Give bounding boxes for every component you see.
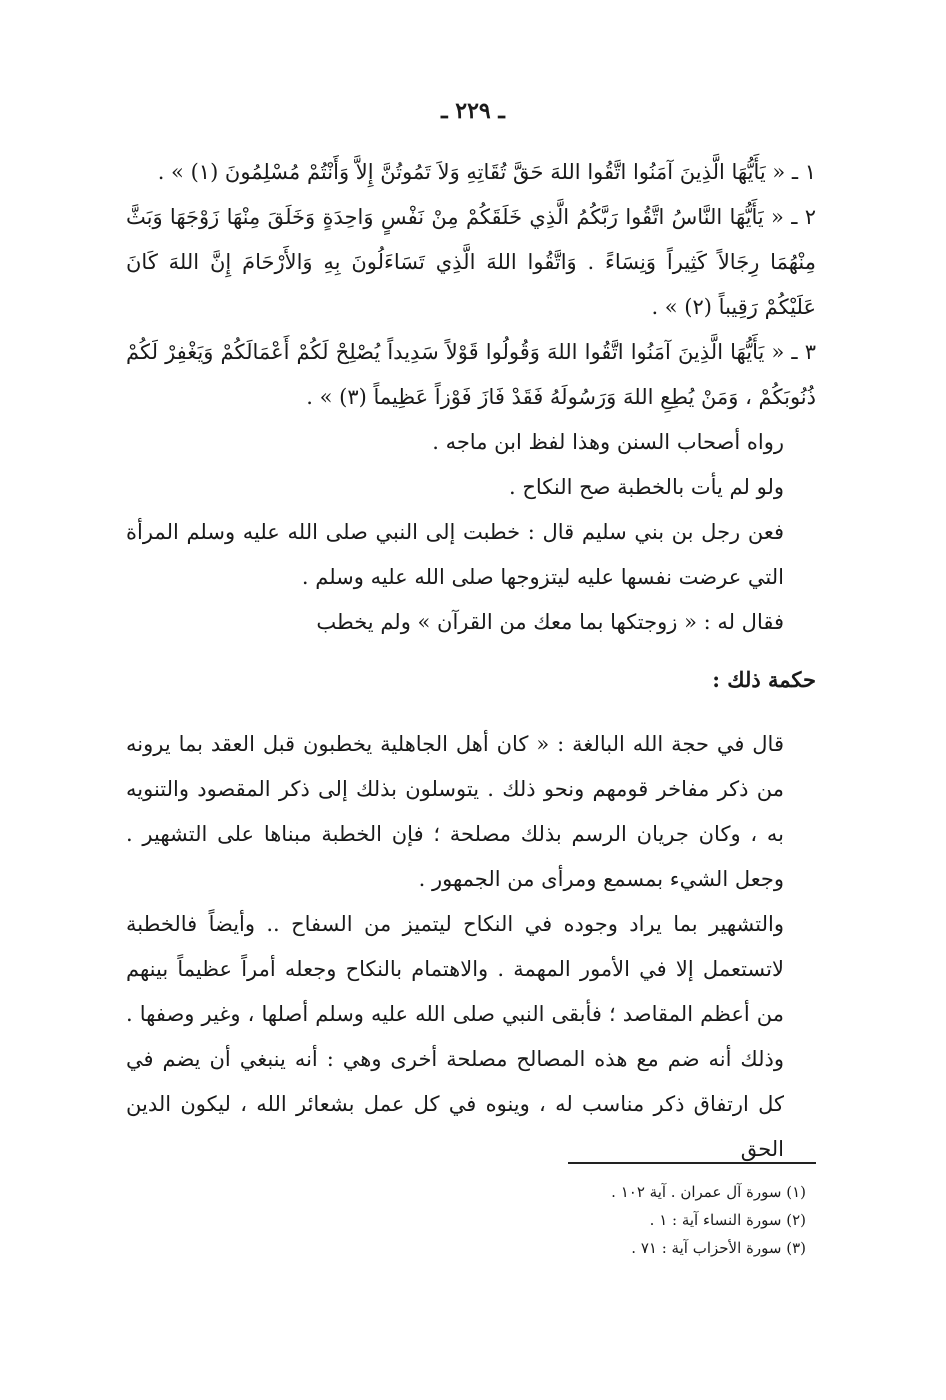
footnotes [416,1178,816,1262]
verse-2: ٢ ـ « يَأَيُّهَا النَّاسُ اتَّقُوا رَبَّكُمُ الَّذِي خَلَقَكُمْ مِنْ نَفْسٍ وَاحِدَةٍ وَخَلَقَ مِنْهَا زَوْجَهَا وَبَثَّ مِنْهُمَا رِجَالاً كَثِيراً وَنِسَاءً . وَاتَّقُوا اللهَ الَّذِي تَسَاءَلُونَ بِهِ وَالأَرْحَامَ إِنَّ اللهَ كَانَ عَلَيْكُمْ رَقِيباً (٢) » . [126,205,816,319]
footnote-divider [568,1162,816,1164]
verse-1: ١ ـ « يَأَيُّهَا الَّذِينَ آمَنُوا اتَّقُوا اللهَ حَقَّ تُقَاتِهِ وَلاَ تَمُوتُنَّ إِلاَّ وَأَنْتُمْ مُسْلِمُونَ (١) » . [157,160,816,184]
footnote-1: (١) سورة آل عمران . آية ١٠٢ . [611,1183,806,1201]
footnote-3: (٣) سورة الأحزاب آية : ٧١ . [631,1239,806,1257]
narration-source: رواه أصحاب السنن وهذا لفظ ابن ماجه . [432,430,784,454]
verse-3: ٣ ـ « يَأَيُّهَا الَّذِينَ آمَنُوا اتَّقُوا اللهَ وَقُولُوا قَوْلاً سَدِيداً يُصْلِحْ لَكُمْ أَعْمَالَكُمْ وَيَغْفِرْ لَكُمْ ذُنُوبَكُمْ ، وَمَنْ يُطِعِ اللهَ وَرَسُولَهُ فَقَدْ فَازَ فَوْزاً عَظِيماً (٣) » . [126,340,816,409]
narration-hadith: فعن رجل بن بني سليم قال : خطبت إلى النبي صلى الله عليه وسلم المرأة التي عرضت نفسها عليه ليتزوجها صلى الله عليه وسلم . [126,520,784,589]
footnote-2: (٢) سورة النساء آية : ١ . [649,1211,806,1229]
section-heading: حكمة ذلك : [712,667,816,692]
narration-quote: فقال له : « زوجتكها بما معك من القرآن » ولم يخطب [316,610,784,634]
wisdom-paragraph-2: والتشهير بما يراد وجوده في النكاح ليتميز من السفاح .. وأيضاً فالخطبة لاتستعمل إلا في الأمور المهمة . والاهتمام بالنكاح وجعله أمراً عظيماً بينهم من أعظم المقاصد ؛ فأبقى النبي صلى الله عليه وسلم أصلها ، وغير وصفها . وذلك أنه ضم مع هذه المصالح مصلحة أخرى وهي : أنه ينبغي أن يضم في كل ارتفاق ذكر مناسب له ، وينوه في كل عمل بشعائر الله ، ليكون الدين الحق [126,912,784,1161]
narration-validity: ولو لم يأت بالخطبة صح النكاح . [508,475,784,499]
wisdom-paragraph-1: قال في حجة الله البالغة : « كان أهل الجاهلية يخطبون قبل العقد بما يرونه من ذكر مفاخر قومهم ونحو ذلك . يتوسلون بذلك إلى ذكر المقصود والتنويه به ، وكان جريان الرسم بذلك مصلحة ؛ فإن الخطبة مبناها على التشهير . وجعل الشيء بمسمع ومرأى من الجمهور . [126,732,784,891]
page-number: ـ ٢٢٩ ـ [441,98,505,124]
page-body [126,150,816,1172]
